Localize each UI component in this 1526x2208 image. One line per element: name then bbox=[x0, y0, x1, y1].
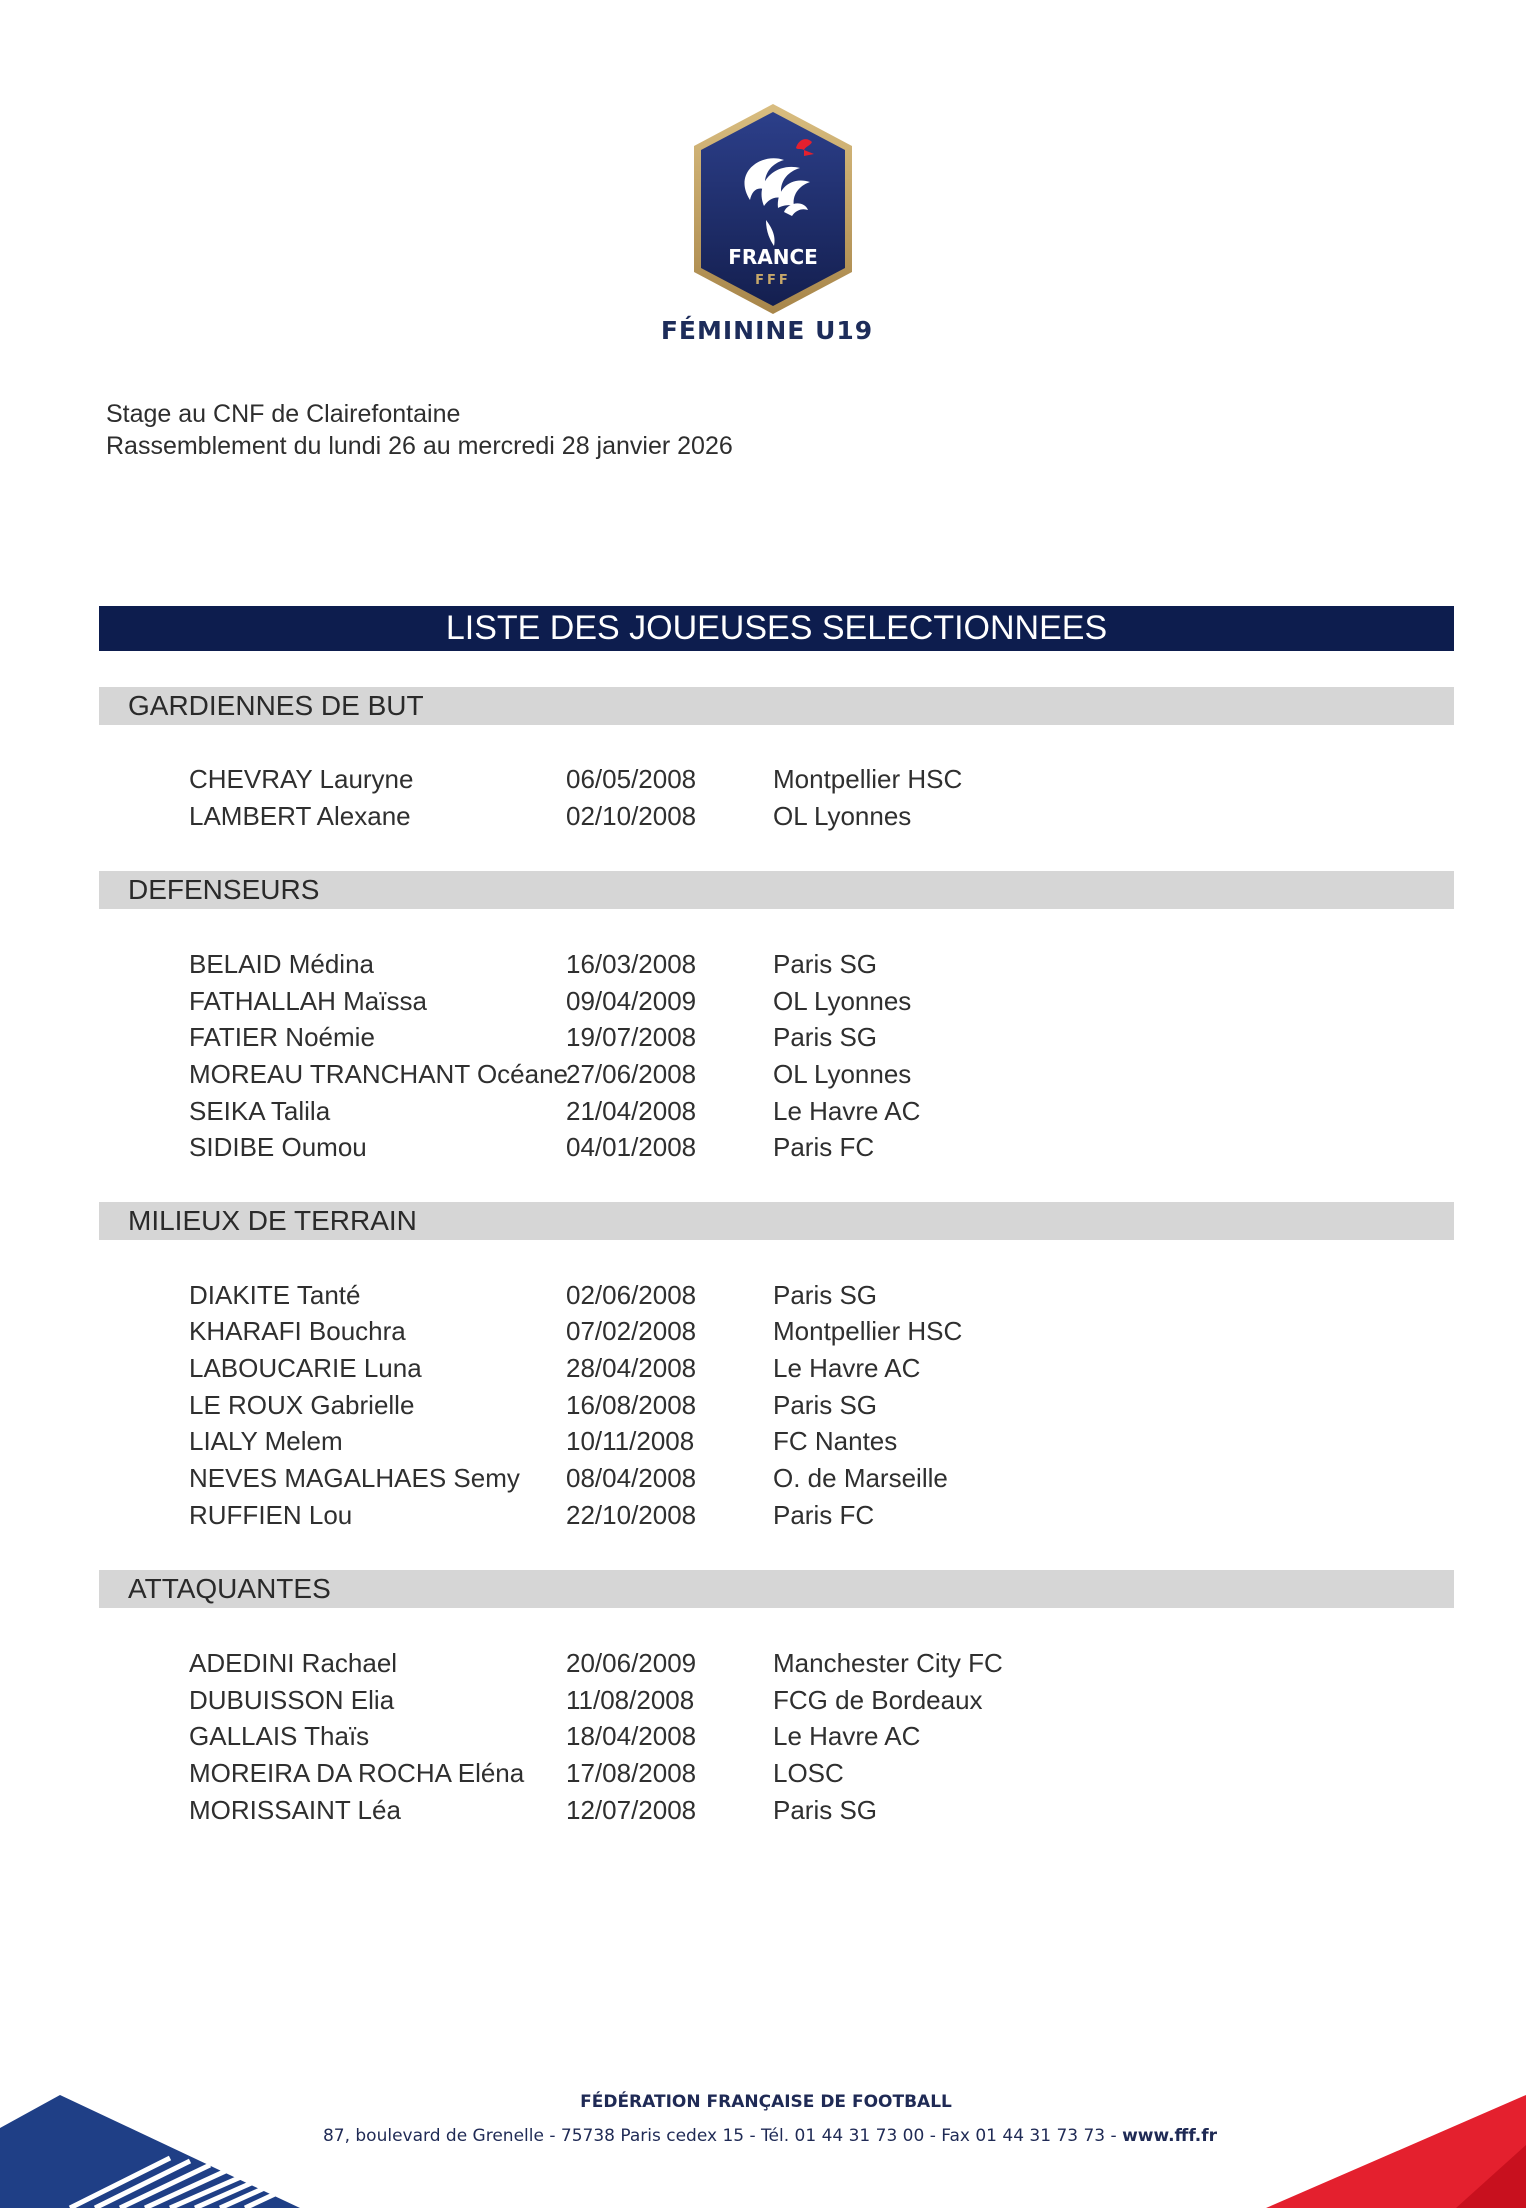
player-row bbox=[0, 1387, 1526, 1423]
team-name: FÉMININE U19 bbox=[660, 316, 874, 345]
player-club: OL Lyonnes bbox=[773, 986, 912, 1016]
player-row bbox=[0, 761, 1526, 797]
player-name: ADEDINI Rachael bbox=[189, 1648, 398, 1678]
player-name: GALLAIS Thaïs bbox=[189, 1721, 370, 1751]
player-club: Manchester City FC bbox=[773, 1648, 1003, 1678]
player-dob: 02/06/2008 bbox=[566, 1280, 697, 1310]
list-title-bar: LISTE DES JOUEUSES SELECTIONNEES bbox=[99, 606, 1454, 651]
player-dob: 11/08/2008 bbox=[566, 1685, 695, 1715]
player-row bbox=[0, 1755, 1526, 1791]
player-dob: 08/04/2008 bbox=[566, 1463, 697, 1493]
player-name: MORISSAINT Léa bbox=[189, 1795, 401, 1825]
intro-line-dates: Rassemblement du lundi 26 au mercredi 28 janvier 2026 bbox=[106, 432, 733, 460]
player-name: BELAID Médina bbox=[189, 949, 374, 979]
player-name: LAMBERT Alexane bbox=[189, 801, 411, 831]
player-dob: 07/02/2008 bbox=[566, 1316, 697, 1346]
player-name: MOREAU TRANCHANT Océane bbox=[189, 1059, 569, 1089]
intro-line-location: Stage au CNF de Clairefontaine bbox=[106, 400, 461, 428]
player-dob: 09/04/2009 bbox=[566, 986, 697, 1016]
footer-organization: FÉDÉRATION FRANÇAISE DE FOOTBALL bbox=[580, 2092, 952, 2112]
player-dob: 22/10/2008 bbox=[566, 1500, 697, 1530]
player-club: Le Havre AC bbox=[773, 1721, 921, 1751]
crest-initials-text: FFF bbox=[755, 273, 791, 288]
player-dob: 17/08/2008 bbox=[566, 1758, 697, 1788]
player-dob: 16/08/2008 bbox=[566, 1390, 697, 1420]
player-name: LABOUCARIE Luna bbox=[189, 1353, 422, 1383]
player-name: FATIER Noémie bbox=[189, 1022, 375, 1052]
player-club: Le Havre AC bbox=[773, 1353, 921, 1383]
player-club: FCG de Bordeaux bbox=[773, 1685, 983, 1715]
player-row bbox=[0, 1423, 1526, 1459]
crest-country-text: FRANCE bbox=[728, 245, 818, 269]
player-name: FATHALLAH Maïssa bbox=[189, 986, 427, 1016]
player-name: NEVES MAGALHAES Semy bbox=[189, 1463, 520, 1493]
player-name: SEIKA Talila bbox=[189, 1096, 331, 1126]
player-dob: 10/11/2008 bbox=[566, 1426, 695, 1456]
player-dob: 04/01/2008 bbox=[566, 1132, 697, 1162]
player-row bbox=[0, 1313, 1526, 1349]
player-row bbox=[0, 1129, 1526, 1165]
section-header-forwards: ATTAQUANTES bbox=[99, 1570, 1454, 1608]
player-dob: 06/05/2008 bbox=[566, 764, 697, 794]
player-dob: 20/06/2009 bbox=[566, 1648, 697, 1678]
player-row bbox=[0, 1277, 1526, 1313]
player-row bbox=[0, 1019, 1526, 1055]
player-row bbox=[0, 1792, 1526, 1828]
player-club: Paris SG bbox=[773, 949, 878, 979]
player-club: Paris SG bbox=[773, 1390, 878, 1420]
section-header-midfielders: MILIEUX DE TERRAIN bbox=[99, 1202, 1454, 1240]
player-club: LOSC bbox=[773, 1758, 844, 1788]
player-dob: 27/06/2008 bbox=[566, 1059, 697, 1089]
player-club: Paris FC bbox=[773, 1500, 875, 1530]
fff-crest-logo bbox=[692, 102, 854, 316]
player-name: CHEVRAY Lauryne bbox=[189, 764, 414, 794]
player-club: Le Havre AC bbox=[773, 1096, 921, 1126]
player-name: DIAKITE Tanté bbox=[189, 1280, 361, 1310]
player-row bbox=[0, 1460, 1526, 1496]
player-dob: 19/07/2008 bbox=[566, 1022, 697, 1052]
intro-block bbox=[106, 398, 733, 462]
player-row bbox=[0, 798, 1526, 834]
player-club: Montpellier HSC bbox=[773, 1316, 963, 1346]
player-club: Paris SG bbox=[773, 1022, 878, 1052]
player-name: RUFFIEN Lou bbox=[189, 1500, 353, 1530]
player-name: DUBUISSON Elia bbox=[189, 1685, 395, 1715]
player-row bbox=[0, 1682, 1526, 1718]
player-row bbox=[0, 1093, 1526, 1129]
player-club: OL Lyonnes bbox=[773, 1059, 912, 1089]
player-row bbox=[0, 1497, 1526, 1533]
player-name: MOREIRA DA ROCHA Eléna bbox=[189, 1758, 525, 1788]
player-dob: 02/10/2008 bbox=[566, 801, 697, 831]
player-name: KHARAFI Bouchra bbox=[189, 1316, 406, 1346]
footer-website-link[interactable]: www.fff.fr bbox=[1122, 2126, 1218, 2146]
player-club: FC Nantes bbox=[773, 1426, 898, 1456]
player-row bbox=[0, 983, 1526, 1019]
player-club: O. de Marseille bbox=[773, 1463, 948, 1493]
footer-address-line bbox=[0, 2126, 1526, 2146]
player-row bbox=[0, 1645, 1526, 1681]
player-row bbox=[0, 946, 1526, 982]
section-header-defenders: DEFENSEURS bbox=[99, 871, 1454, 909]
player-dob: 28/04/2008 bbox=[566, 1353, 697, 1383]
player-club: Paris SG bbox=[773, 1795, 878, 1825]
player-row bbox=[0, 1056, 1526, 1092]
footer-address: 87, boulevard de Grenelle - 75738 Paris cedex 15 - Tél. 01 44 31 73 00 - Fax 01 44 31 73 73 - bbox=[322, 2126, 1123, 2146]
player-dob: 12/07/2008 bbox=[566, 1795, 697, 1825]
player-club: OL Lyonnes bbox=[773, 801, 912, 831]
player-name: LE ROUX Gabrielle bbox=[189, 1390, 415, 1420]
player-dob: 16/03/2008 bbox=[566, 949, 697, 979]
player-row bbox=[0, 1350, 1526, 1386]
player-row bbox=[0, 1718, 1526, 1754]
player-club: Paris FC bbox=[773, 1132, 875, 1162]
player-dob: 18/04/2008 bbox=[566, 1721, 697, 1751]
player-name: SIDIBE Oumou bbox=[189, 1132, 367, 1162]
section-header-goalkeepers: GARDIENNES DE BUT bbox=[99, 687, 1454, 725]
player-dob: 21/04/2008 bbox=[566, 1096, 697, 1126]
player-club: Montpellier HSC bbox=[773, 764, 963, 794]
player-club: Paris SG bbox=[773, 1280, 878, 1310]
player-name: LIALY Melem bbox=[189, 1426, 343, 1456]
